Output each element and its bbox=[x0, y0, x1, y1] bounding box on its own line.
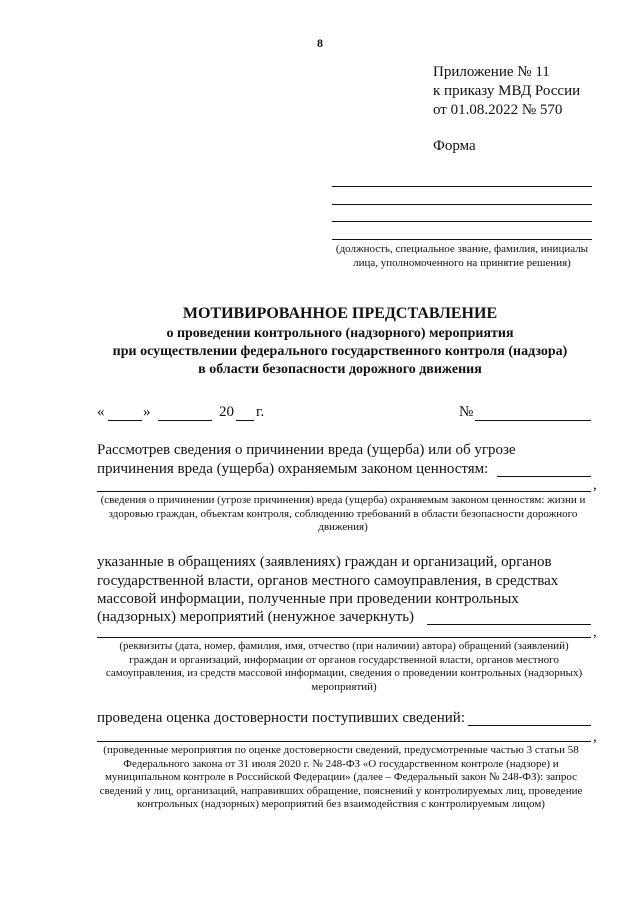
page-number: 8 bbox=[317, 36, 323, 50]
paragraph-3: проведена оценка достоверности поступивших сведений: bbox=[97, 710, 465, 726]
title-subline-1: о проведении контрольного (надзорного) мероприятия bbox=[166, 326, 514, 341]
document-title: МОТИВИРОВАННОЕ ПРЕДСТАВЛЕНИЕ bbox=[182, 305, 498, 322]
official-field-line-2[interactable] bbox=[332, 204, 592, 205]
requisites-field-inline[interactable] bbox=[427, 624, 591, 625]
assessment-field-inline[interactable] bbox=[468, 725, 591, 726]
paragraph-2-line-3: массовой информации, полученные при проведении контрольных bbox=[97, 591, 519, 607]
number-field[interactable] bbox=[475, 420, 591, 421]
official-field-line-1[interactable] bbox=[332, 186, 592, 187]
harm-info-field-inline[interactable] bbox=[497, 476, 591, 477]
trailing-comma-2: , bbox=[593, 624, 597, 640]
day-field[interactable] bbox=[108, 420, 142, 421]
requisites-field-line[interactable] bbox=[97, 637, 591, 638]
assessment-field-line[interactable] bbox=[97, 741, 591, 742]
caption-assessment: (проведенные мероприятия по оценке достоверности сведений, предусмотренные частью 3 статьи 58 Федерального закона от 31 июля 2020 г. № 248-ФЗ «О государственном контроле (надзоре) и муниципальном контроле в Российской Федерации» (далее – Федеральный закон № 248-ФЗ): запрос сведений у лиц, организаций, направивших обращение, пояснений у контролируемых лиц, проведение контрольных (надзорных) мероприятий без взаимодействия с контролируемым лицом) bbox=[99, 744, 583, 810]
year-suffix: г. bbox=[256, 404, 265, 420]
title-subline-2: при осуществлении федерального государственного контроля (надзора) bbox=[112, 344, 568, 359]
appendix-line-2: к приказу МВД России bbox=[433, 83, 581, 99]
paragraph-2-line-2: государственной власти, органов местного самоуправления, в средствах bbox=[97, 573, 559, 589]
appendix-line-3: от 01.08.2022 № 570 bbox=[433, 102, 563, 118]
official-field-line-3[interactable] bbox=[332, 221, 592, 222]
year-field[interactable] bbox=[236, 420, 254, 421]
year-prefix: 20 bbox=[219, 404, 234, 420]
appendix-block bbox=[433, 63, 580, 120]
month-field[interactable] bbox=[158, 420, 212, 421]
paragraph-1-line-1: Рассмотрев сведения о причинении вреда (ущерба) или об угрозе bbox=[97, 442, 516, 458]
appendix-line-1: Приложение № 11 bbox=[433, 64, 550, 80]
trailing-comma-3: , bbox=[593, 729, 597, 745]
paragraph-2-line-4: (надзорных) мероприятий (ненужное зачеркнуть) bbox=[97, 609, 415, 625]
title-subline-3: в области безопасности дорожного движения bbox=[198, 362, 482, 377]
official-caption: (должность, специальное звание, фамилия, инициалы лица, уполномоченного на принятие решения) bbox=[335, 243, 589, 269]
paragraph-2-line-1: указанные в обращениях (заявлениях) граждан и организаций, органов bbox=[97, 554, 552, 570]
date-close-quote: » bbox=[143, 404, 151, 420]
official-field-line-4[interactable] bbox=[332, 239, 592, 240]
paragraph-1-line-2: причинения вреда (ущерба) охраняемым законом ценностям: bbox=[97, 461, 489, 477]
trailing-comma-1: , bbox=[593, 477, 597, 493]
caption-harm-info: (сведения о причинении (угрозе причинения) вреда (ущерба) охраняемым законом ценностям: жизни и здоровью граждан, объектам контроля, соблюдению требований в области безопасности дорожного движения) bbox=[100, 494, 586, 533]
number-sign: № bbox=[459, 404, 474, 420]
harm-info-field-line[interactable] bbox=[97, 491, 591, 492]
form-label: Форма bbox=[433, 138, 476, 154]
date-open-quote: « bbox=[97, 404, 105, 420]
caption-requisites: (реквизиты (дата, номер, фамилия, имя, отчество (при наличии) автора) обращений (заявлений) граждан и организаций, информации от органов государственной власти, органов местного самоуправления, из средств массовой информации, сведения о проведении контрольных (надзорных) мероприятий) bbox=[105, 640, 583, 693]
